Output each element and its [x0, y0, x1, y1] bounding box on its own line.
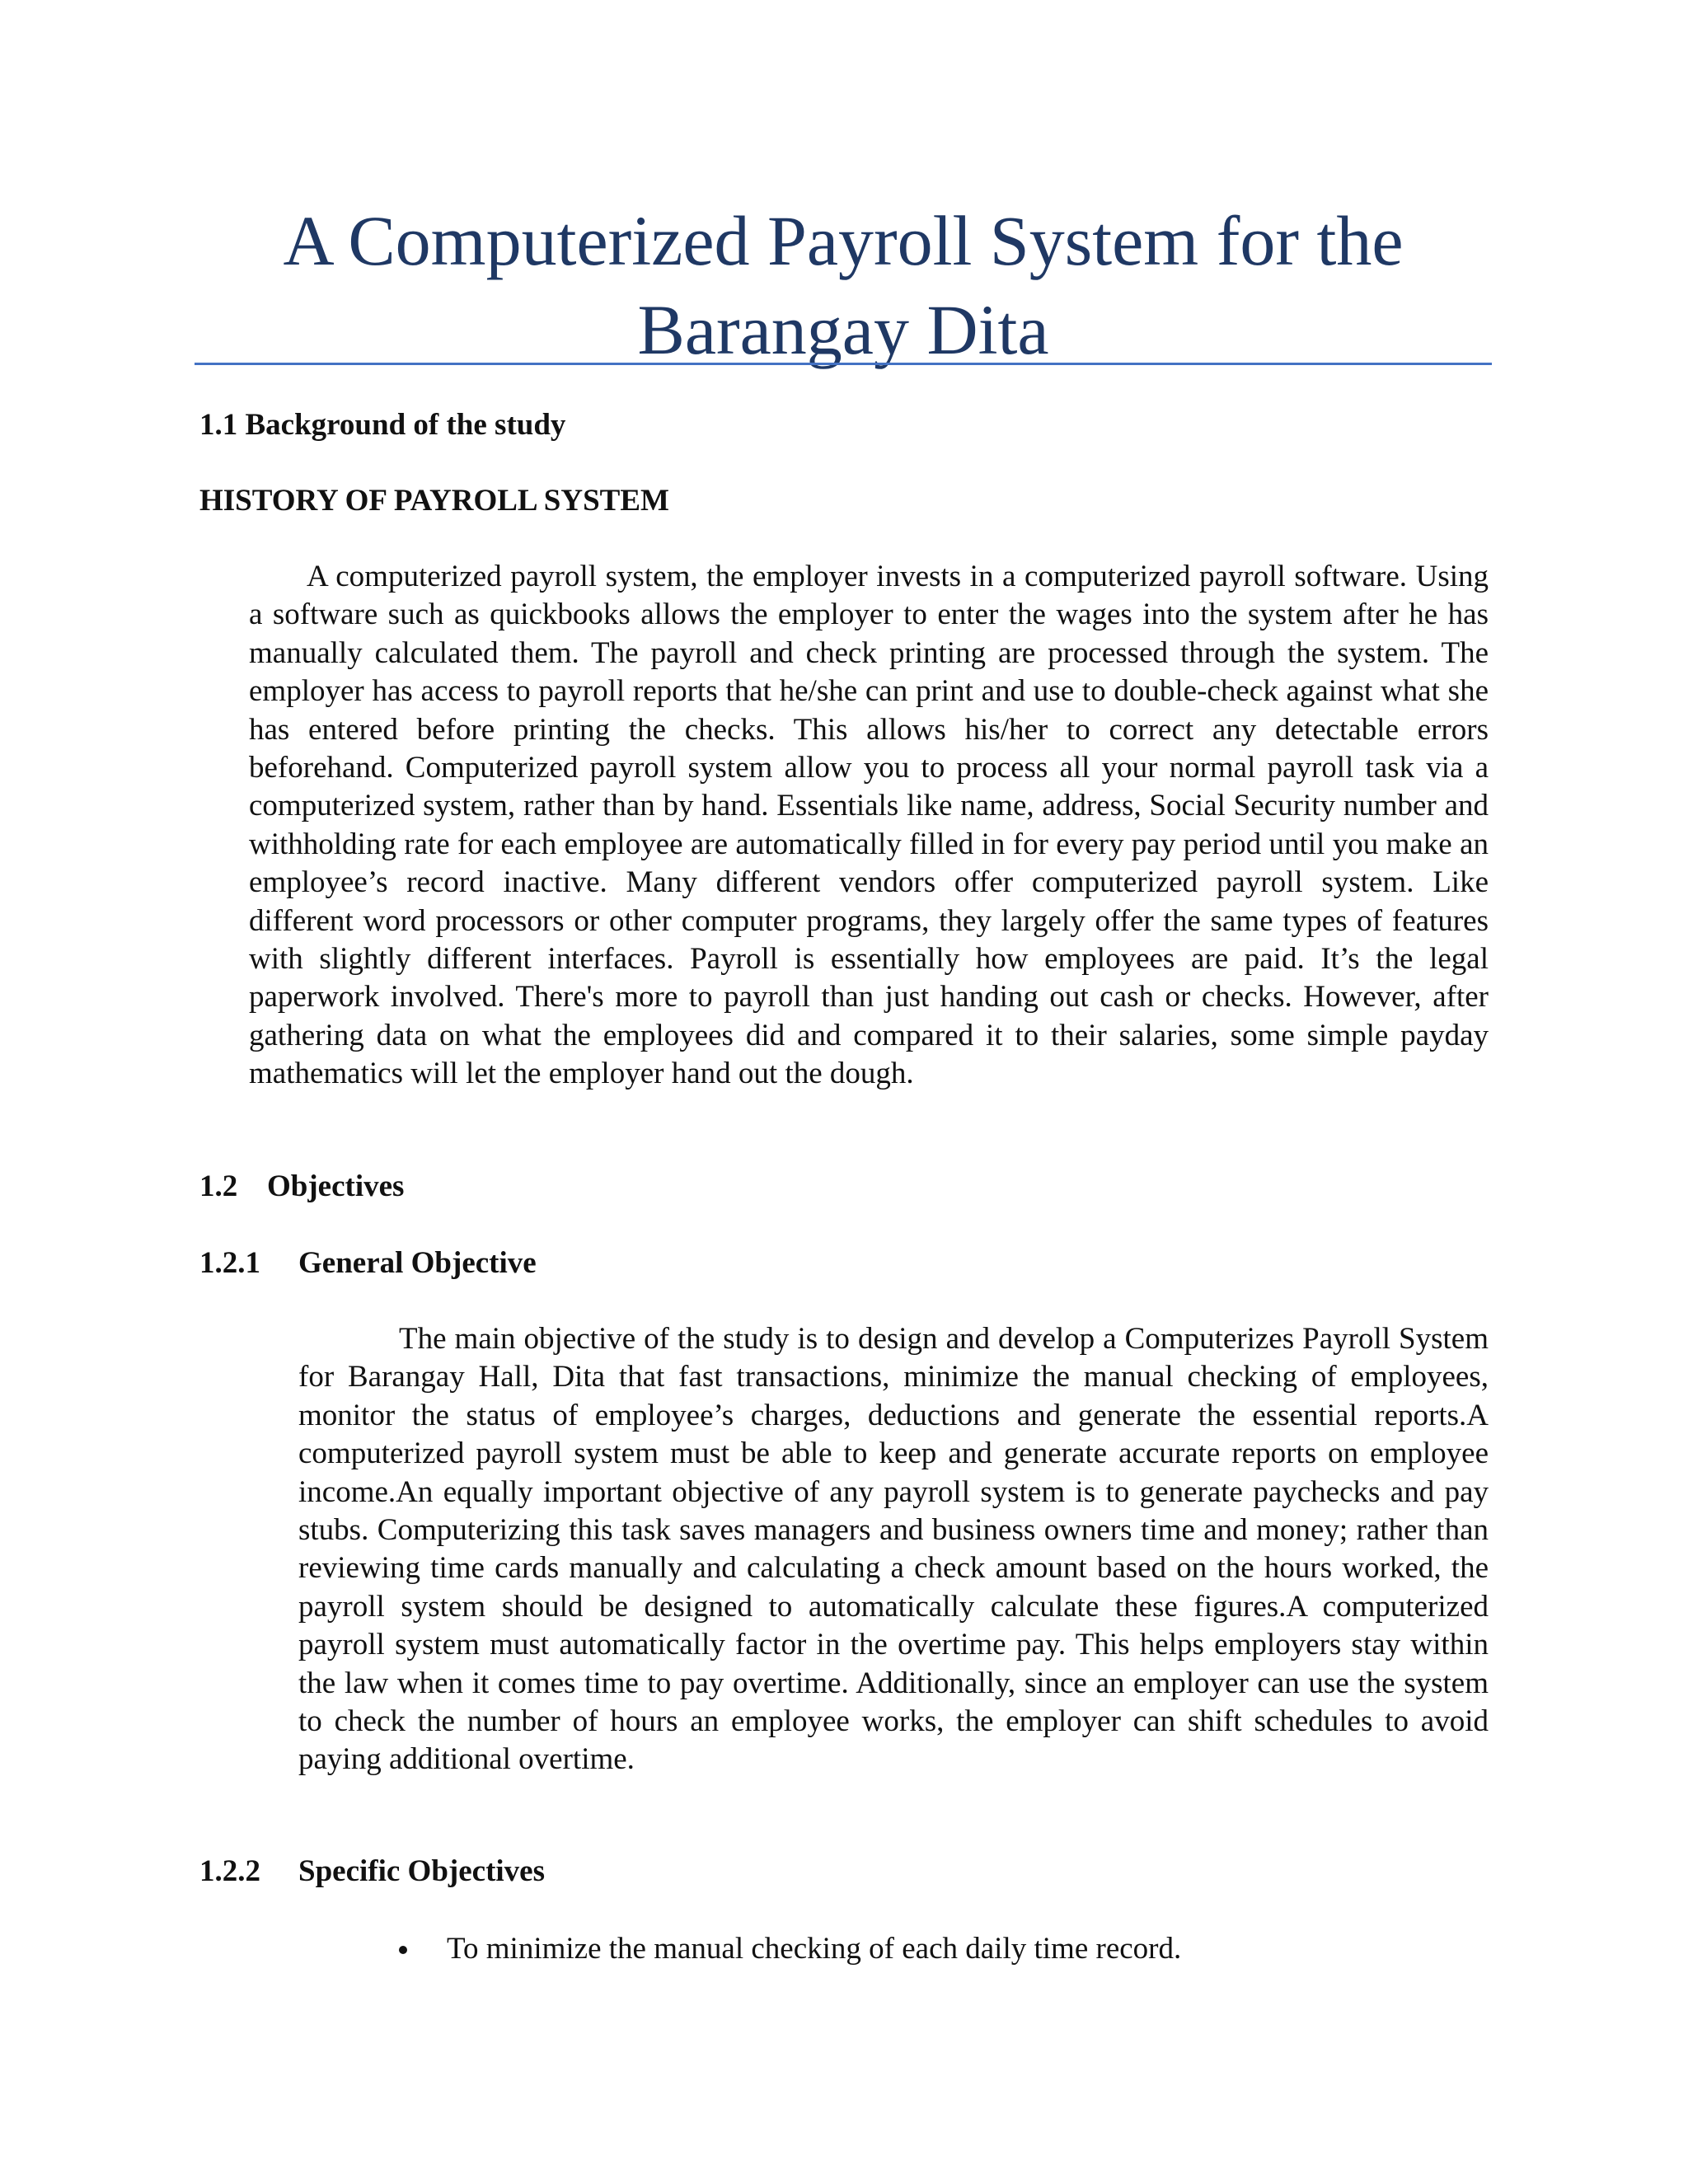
- section-1-2-heading: [199, 1169, 404, 1205]
- section-1-2-title: Objectives: [267, 1169, 405, 1203]
- section-1-2-1-title: General Objective: [298, 1246, 537, 1280]
- section-1-2-2-title: Specific Objectives: [298, 1854, 545, 1888]
- title-line-1: A Computerized Payroll System for the: [283, 201, 1404, 280]
- title-line-2: Barangay Dita: [637, 290, 1049, 369]
- general-objective-paragraph: The main objective of the study is to design and develop a Computerizes Payroll System for Barangay Hall, Dita that fast transactions, minimize the manual checking of employees, monitor the status of employee’s charges, deductions and generate the essential reports.A computerized payroll system must be able to keep and generate accurate reports on employee income.An equally important objective of any payroll system is to generate paychecks and pay stubs. Computerizing this task saves managers and business owners time and money; rather than reviewing time cards manually and calculating a check amount based on the hours worked, the payroll system should be designed to automatically calculate these figures.A computerized payroll system must automatically factor in the overtime pay. This helps employers stay within the law when it comes time to pay overtime. Additionally, since an employer can use the system to check the number of hours an employee works, the employer can shift schedules to avoid paying additional overtime.: [298, 1322, 1489, 1777]
- section-1-1-heading: 1.1 Background of the study: [199, 408, 566, 442]
- list-item: To minimize the manual checking of each daily time record.: [447, 1932, 1182, 1966]
- history-heading: HISTORY OF PAYROLL SYSTEM: [199, 484, 669, 518]
- title-underline: [195, 363, 1492, 365]
- bullet-icon: [399, 1946, 407, 1954]
- history-paragraph: A computerized payroll system, the employer invests in a computerized payroll software. Using a software such as quickbooks allows the employer to enter the wages into the system after he has manually calculated them. The payroll and check printing are processed through the system. The employer has access to payroll reports that he/she can print and use to double-check against what she has entered before printing the checks. This allows his/her to correct any detectable errors beforehand. Computerized payroll system allow you to process all your normal payroll task via a computerized system, rather than by hand. Essentials like name, address, Social Security number and withholding rate for each employee are automatically filled in for every pay period until you make an employee’s record inactive. Many different vendors offer computerized payroll system. Like different word processors or other computer programs, they largely offer the same types of features with slightly different interfaces. Payroll is essentially how employees are paid. It’s the legal paperwork involved. There's more to payroll than just handing out cash or checks. However, after gathering data on what the employees did and compared it to their salaries, some simple payday mathematics will let the employer hand out the dough.: [249, 560, 1489, 1091]
- section-1-2-2-number: 1.2.2: [199, 1854, 260, 1888]
- section-1-2-number: 1.2: [199, 1169, 238, 1203]
- section-1-2-2-heading: [199, 1854, 545, 1890]
- document-title: [195, 196, 1492, 374]
- section-1-2-1-heading: [199, 1245, 537, 1282]
- section-1-2-1-number: 1.2.1: [199, 1246, 260, 1280]
